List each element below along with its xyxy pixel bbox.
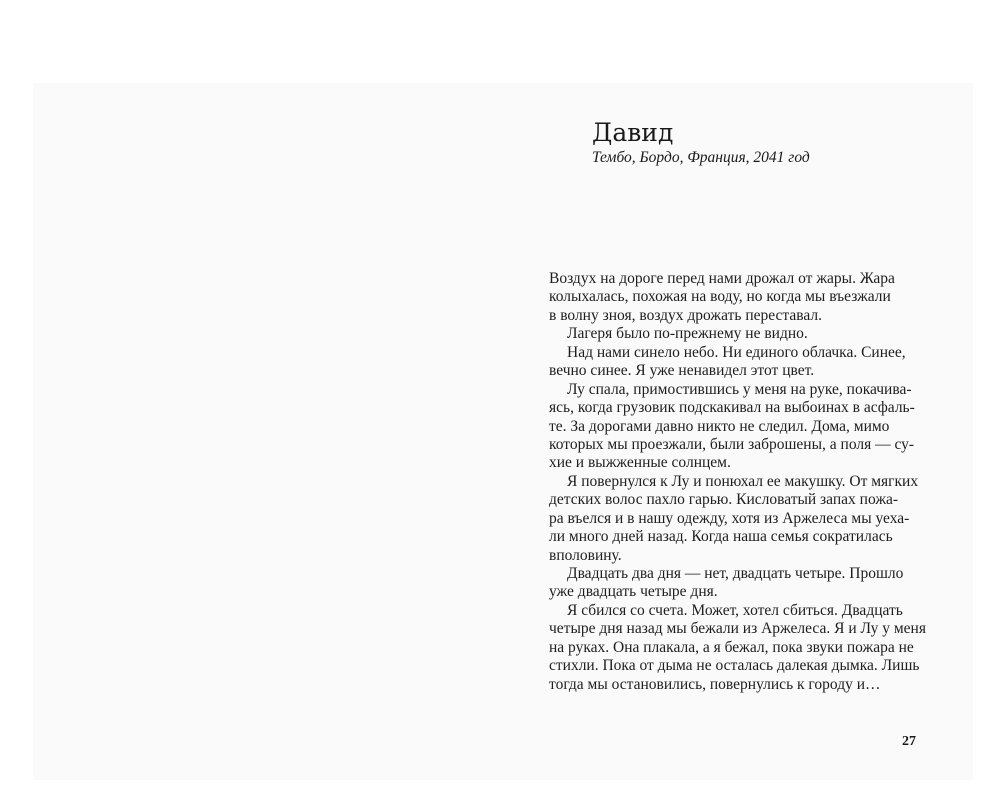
- text-line: Я повернулся к Лу и понюхал ее макушку. От мягких: [567, 472, 919, 490]
- text-line: ясь, когда грузовик подскакивал на выбоинах в асфаль-: [549, 399, 915, 417]
- text-line: Воздух на дороге перед нами дрожал от жары. Жара: [549, 270, 895, 287]
- text-line: Лагеря было по-прежнему не видно.: [567, 325, 808, 343]
- text-line: ра въелся и в нашу одежду, хотя из Аржелеса мы уеха-: [549, 509, 910, 527]
- text-line: в волну зноя, воздух дрожать переставал.: [549, 306, 822, 324]
- text-line: Лу спала, примостившись у меня на руке, покачива-: [567, 380, 912, 398]
- text-line: детских волос пахло гарью. Кисловатый запах пожа-: [549, 491, 899, 509]
- text-line: четыре дня назад мы бежали из Аржелеса. Я и Лу у меня: [549, 620, 926, 638]
- text-line: Над нами синело небо. Ни единого облачка. Синее,: [567, 343, 906, 361]
- text-line: колыхалась, похожая на воду, но когда мы въезжали: [549, 288, 891, 306]
- text-line: тогда мы остановились, повернулись к городу и…: [549, 675, 881, 693]
- chapter-title: Давид: [592, 118, 674, 147]
- text-line: Двадцать два дня — нет, двадцать четыре. Прошло: [567, 565, 904, 582]
- text-line: ли много дней назад. Когда наша семья сократилась: [549, 528, 893, 546]
- body-text: [549, 270, 929, 694]
- text-line: уже двадцать четыре дня.: [549, 583, 718, 601]
- text-line: которых мы проезжали, были заброшены, а поля — су-: [549, 435, 915, 453]
- text-line: вечно синее. Я уже ненавидел этот цвет.: [549, 362, 815, 380]
- text-line: на руках. Она плакала, а я бежал, пока звуки пожара не: [549, 638, 914, 656]
- text-line: хие и выжженные солнцем.: [549, 454, 731, 472]
- text-line: Я сбился со счета. Может, хотел сбиться. Двадцать: [567, 601, 903, 619]
- text-line: вполовину.: [549, 546, 622, 564]
- text-line: стихли. Пока от дыма не осталась далекая дымка. Лишь: [549, 657, 920, 675]
- chapter-subtitle: Тембо, Бордо, Франция, 2041 год: [592, 149, 810, 166]
- text-line: те. За дорогами давно никто не следил. Дома, мимо: [549, 417, 890, 435]
- page-number: 27: [902, 734, 916, 749]
